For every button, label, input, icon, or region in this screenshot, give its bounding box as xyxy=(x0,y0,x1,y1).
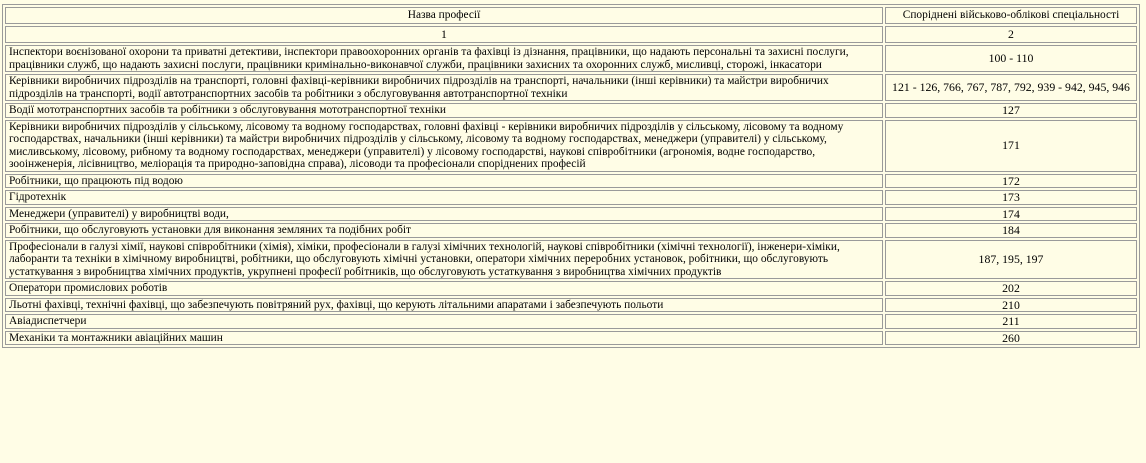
column-header-related-specialties: Споріднені військово-облікові спеціальності xyxy=(885,7,1137,24)
professions-table xyxy=(2,4,1140,348)
profession-cell: Керівники виробничих підрозділів у сільському, лісовому та водному господарствах, головні фахівці - керівники виробничих підрозділів у сільському, лісовому та водному господарствах, начальники (інші керівники) та майстри виробничих підрозділів у сільському, лісовому та водному господарствах, менеджери (управителі) у сільському, мисливському, лісовому, рибному та водному господарствах, менеджери (управителі) у лісовому господарстві, наукові співробітники (агрономія, водне господарство, зооінженерія, лісівництво, меліорація та природно-заповідна справа), лісоводи та професіонали споріднених професій xyxy=(5,120,883,172)
table-row xyxy=(5,240,1137,280)
header-row xyxy=(5,7,1137,24)
table-row xyxy=(5,120,1137,172)
profession-cell: Авіадиспетчери xyxy=(5,314,883,329)
specialty-codes-cell: 174 xyxy=(885,207,1137,222)
table-row xyxy=(5,281,1137,296)
table-row xyxy=(5,207,1137,222)
specialty-codes-cell: 184 xyxy=(885,223,1137,238)
profession-cell: Професіонали в галузі хімії, наукові співробітники (хімія), хіміки, професіонали в галузі хімічних технологій, наукові співробітники (хімічні технології), інженери-хіміки, лаборанти та техніки в хімічному виробництві, робітники, що обслуговують хімічні установки, оператори хімічних переробних установок, робітники, що обслуговують устаткування з виробництва хімічних продуктів, укрупнені професії робітників, що обслуговують устаткування з виробництва хімічних продуктів xyxy=(5,240,883,280)
profession-cell: Оператори промислових роботів xyxy=(5,281,883,296)
profession-cell: Гідротехнік xyxy=(5,190,883,205)
profession-cell: Робітники, що працюють під водою xyxy=(5,174,883,189)
specialty-codes-cell: 187, 195, 197 xyxy=(885,240,1137,280)
profession-cell: Інспектори воєнізованої охорони та приватні детективи, інспектори правоохоронних органів та фахівці із дізнання, працівники, що надають персональні та захисні послуги, працівники служб, що надають захисні послуги, працівники кримінально-виконавчої служби, працівники захисних та охоронних служб, мисливці, сторожі, інкасатори xyxy=(5,45,883,72)
column-number-2: 2 xyxy=(885,26,1137,43)
profession-cell: Льотні фахівці, технічні фахівці, що забезпечують повітряний рух, фахівці, що керують літальними апаратами і забезпечують польоти xyxy=(5,298,883,313)
specialty-codes-cell: 121 - 126, 766, 767, 787, 792, 939 - 942, 945, 946 xyxy=(885,74,1137,101)
column-number-row xyxy=(5,26,1137,43)
specialty-codes-cell: 171 xyxy=(885,120,1137,172)
table-row xyxy=(5,314,1137,329)
specialty-codes-cell: 260 xyxy=(885,331,1137,346)
table-row xyxy=(5,223,1137,238)
profession-cell: Менеджери (управителі) у виробництві води, xyxy=(5,207,883,222)
table-row xyxy=(5,298,1137,313)
profession-cell: Робітники, що обслуговують установки для виконання земляних та подібних робіт xyxy=(5,223,883,238)
specialty-codes-cell: 210 xyxy=(885,298,1137,313)
table-row xyxy=(5,74,1137,101)
specialty-codes-cell: 100 - 110 xyxy=(885,45,1137,72)
profession-cell: Водії мототранспортних засобів та робітники з обслуговування мототранспортної техніки xyxy=(5,103,883,118)
table-row xyxy=(5,174,1137,189)
specialty-codes-cell: 211 xyxy=(885,314,1137,329)
specialty-codes-cell: 173 xyxy=(885,190,1137,205)
table-row xyxy=(5,103,1137,118)
column-number-1: 1 xyxy=(5,26,883,43)
table-row xyxy=(5,190,1137,205)
profession-cell: Механіки та монтажники авіаційних машин xyxy=(5,331,883,346)
table-row xyxy=(5,45,1137,72)
column-header-profession-name: Назва професії xyxy=(5,7,883,24)
specialty-codes-cell: 172 xyxy=(885,174,1137,189)
specialty-codes-cell: 127 xyxy=(885,103,1137,118)
profession-cell: Керівники виробничих підрозділів на транспорті, головні фахівці-керівники виробничих підрозділів на транспорті, начальники (інші керівники) та майстри виробничих підрозділів на транспорті, водії автотранспортних засобів та робітники з обслуговування автотранспортної техніки xyxy=(5,74,883,101)
table-row xyxy=(5,331,1137,346)
specialty-codes-cell: 202 xyxy=(885,281,1137,296)
